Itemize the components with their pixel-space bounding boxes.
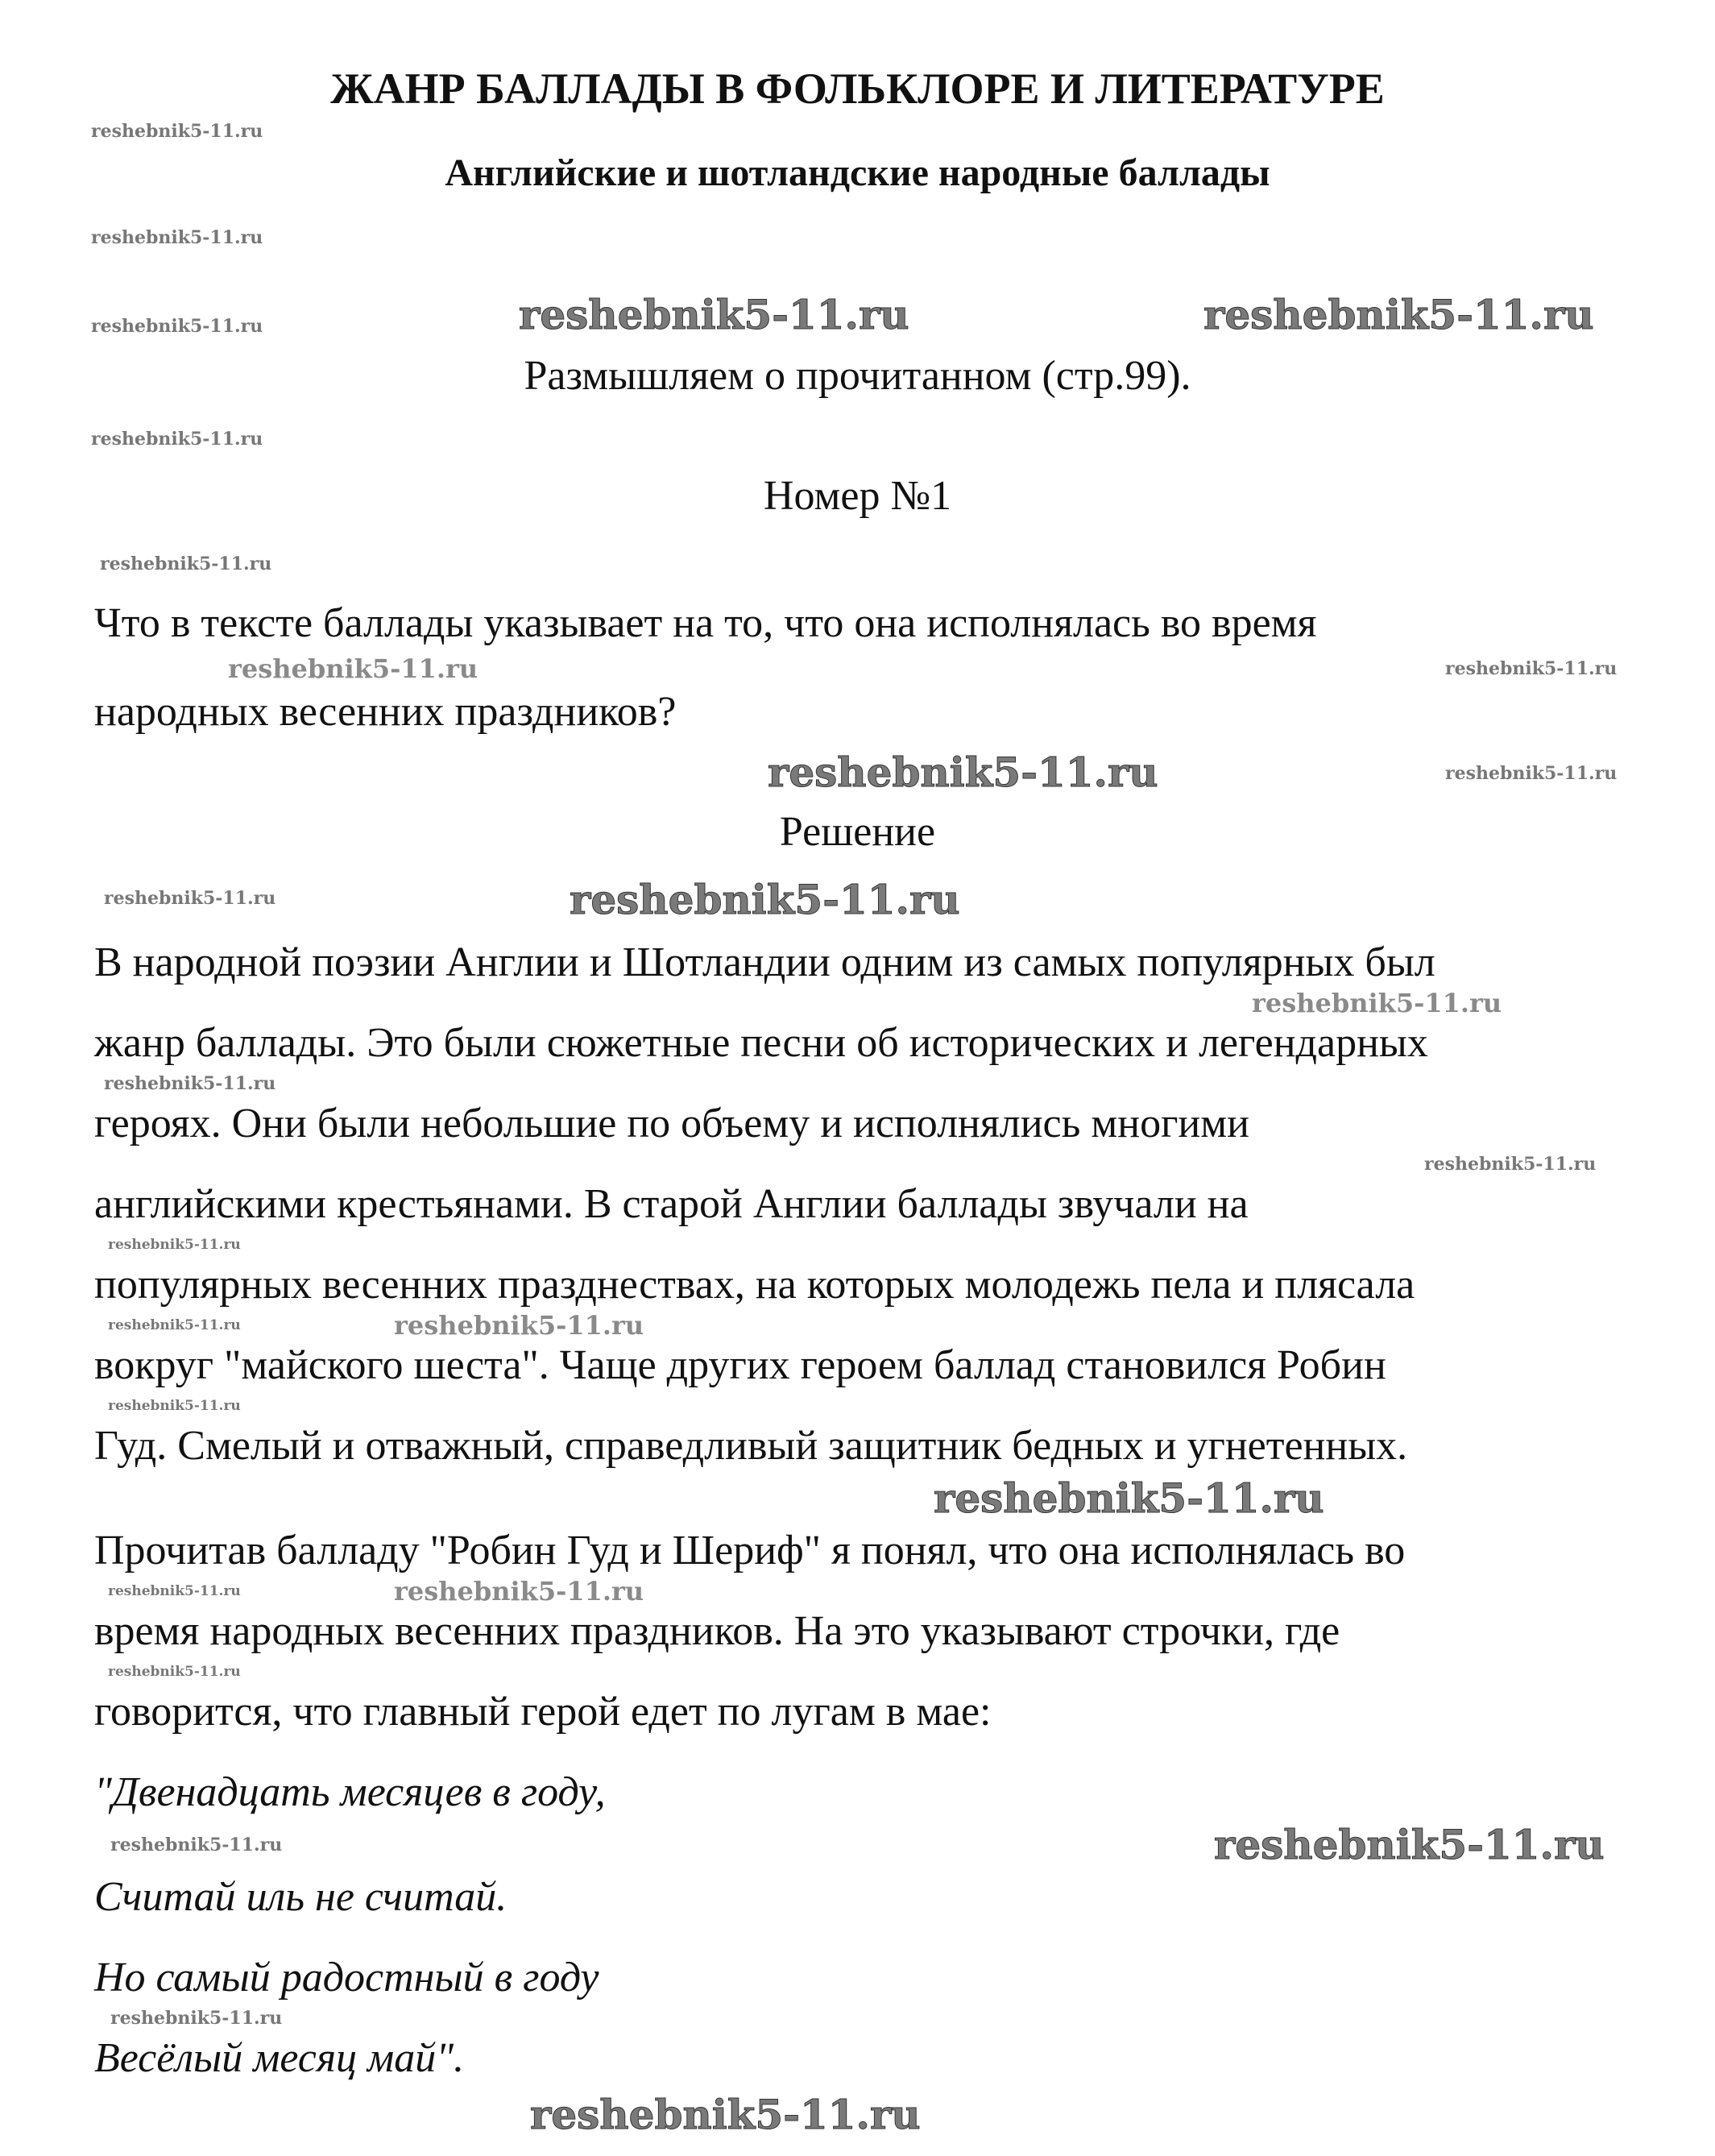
question-line: народных весенних праздников? [94,689,677,735]
poem-line: Но самый радостный в году [94,1955,599,2001]
watermark: reshebnik5-11.ru [1445,658,1618,679]
watermark: reshebnik5-11.ru [570,876,960,923]
watermark: reshebnik5-11.ru [108,1398,241,1414]
watermark: reshebnik5-11.ru [110,2008,283,2029]
watermark: reshebnik5-11.ru [108,1583,241,1599]
solution-line: героях. Они были небольшие по объему и исполнялись многими [94,1101,1249,1146]
watermark: reshebnik5-11.ru [530,2091,921,2138]
watermark: reshebnik5-11.ru [91,429,263,450]
watermark: reshebnik5-11.ru [1252,988,1502,1018]
solution-line: популярных весенних празднествах, на которых молодежь пела и плясала [94,1262,1415,1308]
watermark: reshebnik5-11.ru [228,653,478,684]
watermark: reshebnik5-11.ru [519,291,909,338]
watermark: reshebnik5-11.ru [91,316,263,337]
watermark: reshebnik5-11.ru [91,227,263,248]
solution-line: говорится, что главный герой едет по лугам в мае: [94,1689,992,1735]
solution-line: В народной поэзии Англии и Шотландии одним из самых популярных был [94,939,1435,985]
watermark: reshebnik5-11.ru [108,1317,241,1333]
watermark: reshebnik5-11.ru [394,1576,644,1607]
watermark: reshebnik5-11.ru [91,121,263,142]
poem-line: Считай иль не считай. [94,1874,507,1920]
watermark: reshebnik5-11.ru [104,1073,276,1094]
solution-line: время народных весенних праздников. На это указывают строчки, где [94,1608,1340,1654]
question-line: Что в тексте баллады указывает на то, что она исполнялась во время [94,600,1317,646]
watermark: reshebnik5-11.ru [1424,1154,1597,1175]
section-heading: Размышляем о прочитанном (стр.99). [524,353,1191,399]
poem-line: "Двенадцать месяцев в году, [94,1769,606,1815]
solution-line: Прочитав балладу "Робин Гуд и Шериф" я понял, что она исполнялась во [94,1528,1406,1573]
solution-line: Гуд. Смелый и отважный, справедливый защитник бедных и угнетенных. [94,1423,1408,1469]
watermark: reshebnik5-11.ru [100,554,272,574]
poem-line: Весёлый месяц май". [94,2035,465,2081]
watermark: reshebnik5-11.ru [934,1474,1324,1522]
watermark: reshebnik5-11.ru [1445,763,1618,784]
page-subtitle: Английские и шотландские народные баллады [445,151,1270,194]
watermark: reshebnik5-11.ru [1214,1821,1605,1868]
exercise-number: Номер №1 [763,473,952,519]
solution-line: английскими крестьянами. В старой Англии баллады звучали на [94,1181,1249,1227]
watermark: reshebnik5-11.ru [394,1310,644,1341]
watermark: reshebnik5-11.ru [108,1664,241,1680]
watermark: reshebnik5-11.ru [110,1835,283,1855]
page-title: ЖАНР БАЛЛАДЫ В ФОЛЬКЛОРЕ И ЛИТЕРАТУРЕ [330,64,1385,113]
solution-line: жанр баллады. Это были сюжетные песни об исторических и легендарных [94,1020,1428,1066]
solution-heading: Решение [779,809,936,855]
watermark: reshebnik5-11.ru [108,1237,241,1253]
watermark: reshebnik5-11.ru [1203,291,1594,338]
watermark: reshebnik5-11.ru [104,888,276,909]
watermark: reshebnik5-11.ru [768,748,1158,796]
solution-line: вокруг "майского шеста". Чаще других героем баллад становился Робин [94,1342,1386,1388]
